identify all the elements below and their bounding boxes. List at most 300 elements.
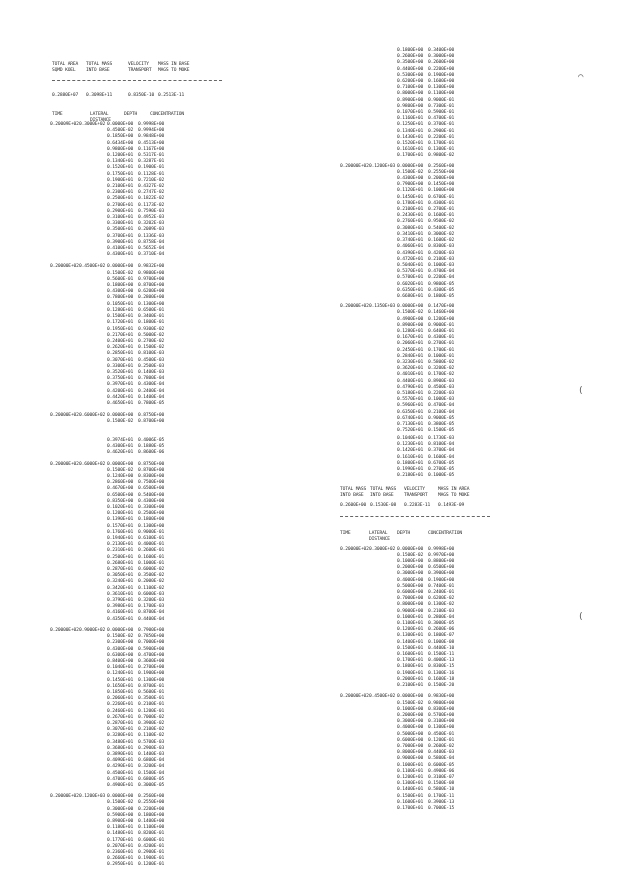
depth-value: 0.2000E+00 xyxy=(397,565,424,571)
depth-value: 0.1700E+01 xyxy=(397,658,424,664)
concentration-value: 0.1300E+00 xyxy=(428,725,455,731)
concentration-value: 0.2747E-02 xyxy=(138,190,165,196)
depth-value: 0.4000E+00 xyxy=(397,725,424,731)
concentration-value: 0.8100E-03 xyxy=(138,351,165,357)
concentration-value: 0.2550E+00 xyxy=(138,800,165,806)
concentration-value: 0.5900E-01 xyxy=(428,110,455,116)
concentration-value: 0.4300E-01 xyxy=(428,335,455,341)
depth-value: 0.1040E+01 xyxy=(397,436,424,441)
depth-value: 0.8000E+00 xyxy=(397,602,424,608)
depth-value: 0.1500E-02 xyxy=(107,467,134,473)
depth-value: 0.1500E+01 xyxy=(397,645,424,651)
depth-value: 0.2950E+01 xyxy=(107,862,134,868)
concentration-value: 0.7850E+00 xyxy=(138,634,165,640)
table-row xyxy=(50,450,169,456)
concentration-value: 0.8750E+00 xyxy=(138,461,165,467)
depth-value: 0.2450E+01 xyxy=(397,347,424,353)
concentration-value: 0.1000E-01 xyxy=(138,560,165,566)
concentration-value: 0.2200E+00 xyxy=(428,66,455,72)
depth-value: 0.4300E+00 xyxy=(107,289,134,295)
concentration-value: 0.9994E+00 xyxy=(138,128,165,134)
depth-value: 0.1000E+01 xyxy=(397,762,424,768)
time-value: 0.20000E+02 xyxy=(50,264,79,270)
depth-value: 0.1950E+01 xyxy=(107,326,134,332)
depth-value: 0.4700E+01 xyxy=(107,776,134,782)
depth-value: 0.5570E+01 xyxy=(397,397,424,403)
depth-value: 0.4400E+00 xyxy=(397,66,424,72)
concentration-value: 0.8900E-03 xyxy=(428,378,455,384)
concentration-value: 0.2560E+00 xyxy=(428,163,455,169)
depth-value: 0.2900E+01 xyxy=(107,208,134,214)
spacer xyxy=(50,862,107,868)
totals-header-mass-base: MASS IN BASE MAGS TO MOKE xyxy=(158,62,190,74)
depth-value: 0.6740E+01 xyxy=(397,415,424,421)
concentration-value: 0.2089E-03 xyxy=(138,227,165,233)
concentration-value: 0.7500E+00 xyxy=(138,480,165,486)
concentration-value: 0.3000E-05 xyxy=(138,782,165,788)
depth-value: 0.5180E+01 xyxy=(397,390,424,396)
concentration-value: 0.2600E-02 xyxy=(428,743,455,749)
concentration-value: 0.3100E-07 xyxy=(428,774,455,780)
depth-value: 0.4390E+01 xyxy=(397,250,424,256)
depth-value: 0.1200E+01 xyxy=(397,627,424,633)
concentration-value: 0.2100E-02 xyxy=(138,727,165,733)
concentration-value: 0.1800E+00 xyxy=(138,517,165,523)
concentration-value: 0.3300E+00 xyxy=(138,505,165,511)
concentration-value: 0.1300E-16 xyxy=(428,670,455,676)
spacer xyxy=(50,450,107,456)
table-row xyxy=(340,683,490,689)
scan-mark: ( xyxy=(578,386,584,396)
depth-value: 0.5300E+00 xyxy=(397,72,424,78)
concentration-value: 0.3000E-05 xyxy=(428,621,455,627)
table-row xyxy=(50,401,169,407)
concentration-value: 0.5700E+00 xyxy=(428,712,455,718)
depth-value: 0.1670E+01 xyxy=(397,335,424,341)
depth-value: 0.3750E+01 xyxy=(107,376,134,382)
concentration-value: 0.2700E+00 xyxy=(138,665,165,671)
concentration-value: 0.2600E-01 xyxy=(138,548,165,554)
concentration-value: 0.9970E+00 xyxy=(428,552,455,558)
concentration-value: 0.3000E+00 xyxy=(428,54,455,60)
concentration-value: 0.8700E+00 xyxy=(138,419,165,425)
depth-value: 0.3520E+01 xyxy=(107,369,134,375)
depth-value: 0.2600E+00 xyxy=(397,54,424,60)
depth-value: 0.5600E-01 xyxy=(107,276,134,282)
depth-value: 0.1610E+01 xyxy=(397,147,424,153)
depth-value: 0.1610E+01 xyxy=(397,454,424,460)
depth-value: 0.1940E+01 xyxy=(107,536,134,542)
concentration-value: 0.4952E-03 xyxy=(138,215,165,221)
depth-value: 0.1340E+01 xyxy=(107,159,134,165)
depth-value: 0.3900E+01 xyxy=(107,239,134,245)
depth-value: 0.6350E+01 xyxy=(397,287,424,293)
depth-value: 0.1400E+01 xyxy=(397,639,424,645)
concentration-value: 0.6700E-01 xyxy=(428,194,455,200)
totals-header: TOTAL MASS INTO BASE xyxy=(340,487,367,499)
time-value: 0.20009E+02 xyxy=(50,122,79,127)
depth-value: 0.1570E+01 xyxy=(107,523,134,529)
concentration-value: 0.7800E-05 xyxy=(138,400,165,406)
concentration-value: 0.1900E-01 xyxy=(138,856,165,862)
depth-value: 0.4900E+01 xyxy=(107,782,134,788)
depth-value: 0.2500E+01 xyxy=(107,196,134,202)
concentration-value: 0.3202E-03 xyxy=(138,221,165,227)
concentration-value: 0.8300E-03 xyxy=(428,244,455,250)
concentration-value: 0.8700E-01 xyxy=(138,683,165,689)
depth-value: 0.3980E+01 xyxy=(107,604,134,610)
table-row xyxy=(50,617,169,623)
depth-value: 0.4400E+01 xyxy=(397,378,424,384)
concentration-value: 0.8750E+00 xyxy=(138,413,165,419)
concentration-value: 0.1000E+00 xyxy=(428,188,455,194)
concentration-value: 0.2100E-01 xyxy=(138,702,165,708)
concentration-value: 0.6400E-01 xyxy=(428,328,455,334)
concentration-value: 0.3400E-01 xyxy=(138,314,165,320)
depth-value: 0.1500E-02 xyxy=(397,310,424,316)
concentration-value: 0.2800E-04 xyxy=(428,614,455,620)
totals-header: TOTAL MASS INTO BASE xyxy=(370,487,397,499)
depth-value: 0.1700E+01 xyxy=(397,805,424,811)
depth-value: 0.1900E+01 xyxy=(107,177,134,183)
depth-value: 0.1720E+01 xyxy=(107,320,134,326)
totals-value: 0.1530E-08 xyxy=(370,503,397,509)
depth-value: 0.0000E+00 xyxy=(397,163,424,169)
depth-value: 0.1100E+01 xyxy=(397,768,424,774)
depth-value: 0.2060E+01 xyxy=(397,341,424,347)
depth-value: 0.0000E+00 xyxy=(107,461,134,467)
concentration-value: 0.2900E-01 xyxy=(138,850,165,855)
concentration-value: 0.3200E-02 xyxy=(428,366,455,372)
depth-value: 0.1480E+01 xyxy=(107,831,134,837)
depth-value: 0.4160E+01 xyxy=(107,610,134,616)
concentration-value: 0.8300E+00 xyxy=(428,706,455,712)
concentration-value: 0.1000E-03 xyxy=(428,397,455,403)
table-row xyxy=(340,153,459,159)
depth-value: 0.1200E+01 xyxy=(107,511,134,517)
spacer xyxy=(340,806,397,812)
depth-value: 0.2260E+01 xyxy=(107,702,134,708)
concentration-value: 0.3200E-03 xyxy=(138,598,165,604)
lateral-value: 0.3000E+02 xyxy=(369,546,396,552)
concentration-value: 0.1600E-01 xyxy=(138,554,165,560)
concentration-value: 0.1100E-02 xyxy=(138,733,165,739)
lateral-value: 0.4500E+02 xyxy=(369,694,396,700)
depth-value: 0.1800E+01 xyxy=(397,664,424,670)
depth-value: 0.3100E+01 xyxy=(107,215,134,221)
concentration-value: 0.8100E-04 xyxy=(428,442,455,448)
concentration-value: 0.1000E-03 xyxy=(428,262,455,268)
depth-value: 0.1650E+01 xyxy=(107,683,134,689)
depth-value: 0.3680E+01 xyxy=(107,745,134,751)
concentration-value: 0.1300E-02 xyxy=(428,602,455,608)
concentration-value: 0.1900E+00 xyxy=(138,671,165,677)
depth-value: 0.0000E+00 xyxy=(397,694,424,700)
depth-value: 0.4620E+01 xyxy=(107,450,134,456)
concentration-value: 0.4700E-01 xyxy=(428,116,455,122)
spacer xyxy=(50,252,107,258)
concentration-value: 0.1400E-04 xyxy=(138,394,165,400)
depth-value: 0.8000E+00 xyxy=(397,91,424,97)
lateral-value: 0.6000E+02 xyxy=(79,413,106,419)
concentration-value: 0.2700E-05 xyxy=(428,467,455,473)
depth-value: 0.1500E-02 xyxy=(107,419,134,425)
concentration-value: 0.1900E-01 xyxy=(138,165,165,171)
table-header: CONCENTRATION xyxy=(428,530,463,536)
header-depth: DEPTH xyxy=(124,112,138,117)
depth-value: 0.0000E+00 xyxy=(107,627,134,633)
depth-value: 0.3080E+01 xyxy=(397,225,424,231)
lateral-value: 0.1200E+03 xyxy=(79,794,106,800)
concentration-value: 0.1600E-01 xyxy=(428,213,455,219)
depth-value: 0.0000E+00 xyxy=(107,122,134,127)
depth-value: 0.3000E+00 xyxy=(397,571,424,577)
totals-value-velocity: 0.8350E-10 xyxy=(128,92,155,98)
depth-value: 0.1100E+01 xyxy=(397,621,424,627)
depth-value: 0.1500E-02 xyxy=(107,634,134,640)
depth-value: 0.4720E+01 xyxy=(397,256,424,262)
depth-value: 0.3890E+01 xyxy=(107,751,134,757)
concentration-value: 0.3900E-13 xyxy=(428,799,455,805)
spacer xyxy=(340,473,397,479)
depth-value: 0.1520E+01 xyxy=(397,141,424,147)
concentration-value: 0.1300E+00 xyxy=(138,523,165,529)
depth-value: 0.3280E+01 xyxy=(107,733,134,739)
time-value: 0.20000E+02 xyxy=(340,546,369,552)
concentration-value: 0.1400E-03 xyxy=(138,369,165,375)
depth-value: 0.6000E+00 xyxy=(397,590,424,596)
time-value: 0.20000E+02 xyxy=(340,694,369,700)
concentration-value: 0.4200E-03 xyxy=(428,250,455,256)
time-value: 0.20000E+02 xyxy=(340,163,369,169)
depth-value: 0.2000E+01 xyxy=(397,676,424,682)
depth-value: 0.2660E+01 xyxy=(107,856,134,862)
totals-header-area: TOTAL AREA SQMD KOEL xyxy=(52,62,79,74)
concentration-value: 0.6000E-02 xyxy=(138,567,165,573)
depth-value: 0.1240E+00 xyxy=(107,474,134,480)
lateral-value: 0.1200E+03 xyxy=(369,163,396,169)
depth-value: 0.5900E+00 xyxy=(107,812,134,818)
concentration-value: 0.2100E-03 xyxy=(428,256,455,262)
depth-value: 0.0000E+00 xyxy=(107,264,134,270)
depth-value: 0.3230E+01 xyxy=(397,359,424,365)
concentration-value: 0.8200E-01 xyxy=(138,831,165,837)
concentration-value: 0.3500E-02 xyxy=(138,573,165,579)
depth-value: 0.3974E+01 xyxy=(107,438,134,443)
depth-value: 0.4090E+01 xyxy=(107,758,134,764)
concentration-value: 0.4006E-05 xyxy=(138,438,165,443)
concentration-value: 0.5400E-02 xyxy=(428,225,455,231)
concentration-value: 0.1800E-01 xyxy=(138,320,165,326)
depth-value: 0.2130E+01 xyxy=(107,542,134,548)
concentration-value: 0.2900E-01 xyxy=(428,128,455,134)
table-row xyxy=(50,419,169,425)
depth-value: 0.3970E+01 xyxy=(107,382,134,388)
depth-value: 0.1500E+01 xyxy=(107,314,134,320)
depth-value: 0.1850E+00 xyxy=(107,134,134,140)
concentration-value: 0.1500E-11 xyxy=(428,652,455,658)
concentration-value: 0.1128E-01 xyxy=(138,171,165,177)
depth-value: 0.0000E+00 xyxy=(107,794,134,800)
concentration-value: 0.2800E+00 xyxy=(138,295,165,301)
concentration-value: 0.2200E-01 xyxy=(428,134,455,140)
totals-header-mass: TOTAL MASS INTO BASE xyxy=(86,62,113,74)
depth-value: 0.8000E+00 xyxy=(397,750,424,756)
concentration-value: 0.4700E-04 xyxy=(428,269,455,275)
depth-value: 0.2840E+01 xyxy=(397,353,424,359)
table-header: LATERAL DISTANCE xyxy=(369,530,390,542)
left-bottom-data-table xyxy=(50,438,169,869)
concentration-value: 0.1400E+00 xyxy=(138,818,165,824)
concentration-value: 0.1000E-01 xyxy=(428,353,455,359)
concentration-value: 0.1100E-02 xyxy=(138,585,165,591)
concentration-value: 0.4500E-03 xyxy=(428,384,455,390)
concentration-value: 0.1300E+00 xyxy=(428,85,455,91)
concentration-value: 0.1200E-01 xyxy=(428,737,455,743)
depth-value: 0.2300E+01 xyxy=(107,190,134,196)
concentration-value: 0.8700E-04 xyxy=(138,610,165,616)
concentration-value: 0.6500E-01 xyxy=(138,307,165,313)
concentration-value: 0.1700E-01 xyxy=(428,141,455,147)
depth-value: 0.1450E+01 xyxy=(397,194,424,200)
concentration-value: 0.3700E-01 xyxy=(428,122,455,128)
concentration-value: 0.4300E-05 xyxy=(428,287,455,293)
depth-value: 0.4350E+01 xyxy=(107,616,134,622)
concentration-value: 0.3600E+00 xyxy=(138,658,165,664)
depth-value: 0.4790E+01 xyxy=(397,384,424,390)
concentration-value: 0.3700E-04 xyxy=(428,448,455,454)
concentration-value: 0.1500E-20 xyxy=(428,683,455,689)
right-top-data-table xyxy=(340,48,459,434)
concentration-value: 0.1822E-02 xyxy=(138,196,165,202)
concentration-value: 0.2600E+00 xyxy=(428,60,455,66)
concentration-value: 0.5700E-03 xyxy=(138,739,165,745)
depth-value: 0.2430E+01 xyxy=(397,213,424,219)
depth-value: 0.1700E+01 xyxy=(397,153,424,159)
depth-value: 0.6500E+00 xyxy=(107,492,134,498)
concentration-value: 0.4400E-04 xyxy=(138,616,165,622)
concentration-value: 0.9700E+00 xyxy=(138,276,165,282)
concentration-value: 0.4400E-10 xyxy=(428,645,455,651)
concentration-value: 0.1500E-08 xyxy=(428,781,455,787)
concentration-value: 0.2600E-06 xyxy=(428,627,455,633)
concentration-value: 0.1000E-08 xyxy=(428,639,455,645)
depth-value: 0.1180E+01 xyxy=(107,825,134,831)
concentration-value: 0.4300E+00 xyxy=(138,498,165,504)
concentration-value: 0.2000E-02 xyxy=(138,579,165,585)
lateral-value: 0.1350E+03 xyxy=(369,304,396,310)
concentration-value: 0.1300E+00 xyxy=(138,677,165,683)
depth-value: 0.1020E+01 xyxy=(107,505,134,511)
depth-value: 0.1750E+01 xyxy=(107,171,134,177)
time-value: 0.20000E+02 xyxy=(340,304,369,310)
depth-value: 0.3500E+00 xyxy=(397,60,424,66)
depth-value: 0.3300E+01 xyxy=(107,221,134,227)
concentration-value: 0.1200E+00 xyxy=(428,316,455,322)
concentration-value: 0.7300E-01 xyxy=(428,103,455,109)
depth-value: 0.1500E-02 xyxy=(107,800,134,806)
table-row xyxy=(340,428,459,434)
right-bottom-data-table xyxy=(340,436,490,812)
totals-value: 0.2283E-11 xyxy=(404,503,431,509)
depth-value: 0.2700E+01 xyxy=(107,202,134,208)
concentration-value: 0.9000E-05 xyxy=(428,415,455,421)
depth-value: 0.2860E+00 xyxy=(107,480,134,486)
concentration-value: 0.4513E+00 xyxy=(138,140,165,146)
depth-value: 0.3740E+01 xyxy=(397,238,424,244)
concentration-value: 0.2700E-02 xyxy=(138,338,165,344)
depth-value: 0.1400E+01 xyxy=(397,787,424,793)
depth-value: 0.1240E+01 xyxy=(107,671,134,677)
depth-value: 0.0000E+00 xyxy=(397,546,424,552)
concentration-value: 0.2500E+00 xyxy=(138,511,165,517)
concentration-value: 0.4400E-03 xyxy=(428,750,455,756)
depth-value: 0.2500E+01 xyxy=(107,554,134,560)
scan-mark: ( xyxy=(578,612,584,622)
depth-value: 0.2180E+01 xyxy=(397,473,424,479)
depth-value: 0.1200E+01 xyxy=(107,153,134,159)
concentration-value: 0.3000E-02 xyxy=(428,231,455,237)
concentration-value: 0.4300E-04 xyxy=(138,382,165,388)
concentration-value: 0.2700E-01 xyxy=(428,207,455,213)
depth-value: 0.4100E+01 xyxy=(107,246,134,252)
depth-value: 0.2100E+01 xyxy=(397,683,424,689)
concentration-value: 0.9998E+00 xyxy=(428,546,455,552)
concentration-value: 0.8700E+00 xyxy=(138,467,165,473)
concentration-value: 0.2200E-04 xyxy=(428,275,455,281)
concentration-value: 0.6200E-02 xyxy=(428,596,455,602)
concentration-value: 0.4327E-02 xyxy=(138,184,165,190)
totals-header-velocity: VELOCITY TRANSPORT xyxy=(128,62,152,74)
depth-value: 0.4500E+01 xyxy=(107,770,134,776)
depth-value: 0.6300E+00 xyxy=(107,652,134,658)
concentration-value: 0.7000E+00 xyxy=(138,640,165,646)
concentration-value: 0.5000E-02 xyxy=(138,332,165,338)
depth-value: 0.1500E-02 xyxy=(397,169,424,175)
concentration-value: 0.1900E+00 xyxy=(428,72,455,78)
concentration-value: 0.8758E-04 xyxy=(138,239,165,245)
depth-value: 0.3610E+01 xyxy=(107,591,134,597)
concentration-value: 0.8300E+00 xyxy=(138,474,165,480)
spacer xyxy=(50,617,107,623)
depth-value: 0.1500E-02 xyxy=(397,552,424,558)
totals-header: MASS IN AREA MAGS TO MOKE xyxy=(438,487,470,499)
concentration-value: 0.1600E-18 xyxy=(428,676,455,682)
concentration-value: 0.1600E-02 xyxy=(428,238,455,244)
concentration-value: 0.1300E-01 xyxy=(428,147,455,153)
lateral-value: 0.9000E+02 xyxy=(79,627,106,633)
concentration-value: 0.4000E-13 xyxy=(428,658,455,664)
concentration-value: 0.9800E-05 xyxy=(428,281,455,287)
table-row xyxy=(50,252,169,258)
concentration-value: 0.1600E-04 xyxy=(428,454,455,460)
concentration-value: 0.3710E-04 xyxy=(138,252,165,258)
concentration-value: 0.3100E+00 xyxy=(428,719,455,725)
concentration-value: 0.8300E-15 xyxy=(428,664,455,670)
concentration-value: 0.2560E+00 xyxy=(138,794,165,800)
spacer xyxy=(340,683,397,689)
depth-value: 0.6434E+00 xyxy=(107,140,134,146)
concentration-value: 0.1200E-01 xyxy=(138,708,165,714)
depth-value: 0.4060E+01 xyxy=(397,244,424,250)
depth-value: 0.4200E+01 xyxy=(107,388,134,394)
depth-value: 0.6680E+01 xyxy=(397,293,424,299)
concentration-value: 0.4300E-01 xyxy=(428,200,455,206)
depth-value: 0.7130E+01 xyxy=(397,421,424,427)
concentration-value: 0.2400E-04 xyxy=(138,388,165,394)
depth-value: 0.3420E+01 xyxy=(107,585,134,591)
concentration-value: 0.7590E-03 xyxy=(138,208,165,214)
